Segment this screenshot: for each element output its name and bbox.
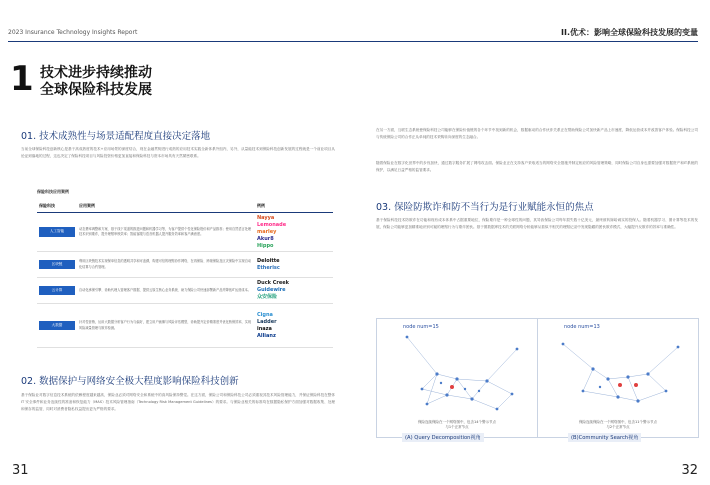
graph-b-footer: (B)Community Search视角 bbox=[568, 433, 641, 442]
area-badge: 区块链 bbox=[39, 260, 75, 269]
row-area bbox=[37, 278, 77, 304]
section-title-line1: 技术进步持续推动 bbox=[40, 65, 152, 81]
row-area bbox=[37, 213, 77, 252]
table-title: 保险科技应用案例 bbox=[37, 189, 69, 194]
company-logo: Cigna bbox=[257, 311, 273, 318]
chapter-title: II.优术：影响全球保险科技发展的变量 bbox=[561, 28, 698, 37]
paragraph-right-second-text: 随着保险业在数字化世界中的步伐加快，通过数字服务扩展了网络攻击面。保险业正在支持客户采取适当的网络安全措施并制定相应的风险管理策略，同时保险公司自身也需要加强对数据资产和IT系统的保护，以满足日益严格的监管要求。 bbox=[376, 161, 698, 173]
header-divider bbox=[8, 41, 698, 42]
row-logos bbox=[255, 213, 333, 252]
heading-03: 03. 保险防欺诈和防不当行为是行业赋能永恒的焦点 bbox=[376, 202, 594, 213]
table-row bbox=[37, 304, 333, 348]
paragraph-03 bbox=[376, 217, 698, 231]
row-logos bbox=[255, 278, 333, 304]
case-table bbox=[37, 200, 333, 348]
graph-b-label: node num=13 bbox=[564, 324, 600, 330]
row-logos bbox=[255, 304, 333, 348]
col-header-cases: 应用案例 bbox=[77, 200, 255, 213]
row-cases: 自动化承保引擎、协助代理人管理客户数据、提供云原生核心业务系统、助力保险公司快速部署新产品并降低IT运营成本。 bbox=[77, 278, 255, 304]
page-number-right: 32 bbox=[681, 463, 698, 478]
table-row bbox=[37, 252, 333, 278]
area-badge: 大数据 bbox=[39, 321, 75, 330]
paragraph-03-text: 基于保险科技技术防欺诈在功能和现有成本体系中占据重要地位，保险欺诈是一种全球性的问题，其导致保险公司每年损失数十亿美元，最终被转嫁给诚实的投保人。随着机器学习、图计算等技术的发展，保险公司能够更加精准地识别可疑的理赔行为与欺诈团伙。基于图数据库技术的关联网络分析能够从看似不相关的理赔记录中发现隐藏的团伙欺诈模式，大幅提升反欺诈的效率与准确性。 bbox=[376, 218, 698, 230]
paragraph-right-second bbox=[376, 160, 698, 174]
company-logo: Allianz bbox=[257, 332, 276, 339]
company-logo: Nayya bbox=[257, 214, 275, 221]
section-number: 1 bbox=[10, 59, 34, 99]
report-title: 2023 Insurance Technology Insights Report bbox=[8, 29, 138, 36]
paragraph-01 bbox=[21, 146, 335, 160]
row-cases: 利用区块链技术实现保单信息的透明共享和可追溯，构建可信的理赔协作网络，在再保险、跨境保险及巨灾保险中实现自动化结算与合约管理。 bbox=[77, 252, 255, 278]
company-logo: Lemonade bbox=[257, 221, 287, 228]
heading-02: 02. 数据保护与网络安全极大程度影响保险科技创新 bbox=[21, 376, 239, 387]
row-cases: 针对性营销，运用大数据分析客户行为与偏好，建立用户画像与风险评估模型，协助提升定价精准度并优化核保效率，实现风险减量管理与欺诈检测。 bbox=[77, 304, 255, 348]
company-logo: Akur8 bbox=[257, 235, 274, 242]
area-badge: 人工智能 bbox=[39, 227, 75, 236]
row-logos bbox=[255, 252, 333, 278]
paragraph-02 bbox=[21, 392, 335, 414]
graph-a-caption: 保险连续保险在一个网络图中，包含14个警示节点与1个正常节点 bbox=[418, 420, 496, 429]
paragraph-02-text: 基于保险业对数字信息技术系统的依赖程度越来越高，保险业必须对网络安全和系统中的高风险保持警觉。在这方面，保险公司和保险科技公司必须重视其技术风险管理能力，并保证保险科技在整体IT 安全事件和业务连续性的准备和恢复能力（MAS）技术风险管理指南（Technology Risk Management Guidelines）的要求。与保险业相关的标准均在数据隐私保护方面加强对数据收集、处理和保存的监管，同时对消费者隐私权益提出更为严格的要求。 bbox=[21, 393, 335, 412]
page-number-left: 31 bbox=[12, 463, 29, 478]
company-logo: 众安保险 bbox=[257, 294, 278, 300]
graph-a-footer: (A) Query Decomposition视角 bbox=[402, 433, 484, 442]
section-title-line2: 全球保险科技发展 bbox=[40, 82, 152, 98]
row-area bbox=[37, 252, 77, 278]
area-badge: 云计算 bbox=[39, 286, 75, 295]
row-area bbox=[37, 304, 77, 348]
graph-panel-a bbox=[376, 318, 538, 438]
heading-01: 01. 技术成熟性与场景适配程度直接决定落地 bbox=[21, 131, 211, 142]
company-logo: Etherisc bbox=[257, 264, 280, 271]
company-logo: inaza bbox=[257, 325, 272, 332]
paragraph-right-top bbox=[376, 127, 698, 141]
table-row bbox=[37, 213, 333, 252]
paragraph-01-text: 当前全球保险科技创新核心是基于高成熟度的技术+应用场景的深度结合，现在金融贯彻进行成熟的应用技术实践全新体系外组内，另外，从量能技术到保险科技创新发展的过程就是一个前业项目从论证到落地的过程，这也决定了保险科技项目与风险投资价格更加直接和保险科技与资本市场具有天然紧密联系。 bbox=[21, 147, 335, 159]
company-logo: Deloitte bbox=[257, 257, 280, 264]
graph-b-caption: 保险连续保险在一个网络图中，包含11个警示节点与2个正常节点 bbox=[579, 420, 657, 429]
paragraph-right-top-text: 在另一方面，互联生态系统使保险科技公司能够在保险价值链的各个环节中找到新的机会，数据驱动的合作伙伴关系正在帮助保险公司加快新产品上市速度，降低运营成本并改善客户体验。保险科技公司与传统保险公司的合作正从单纯的技术采购转向深度的生态融合。 bbox=[376, 128, 698, 140]
company-logo: marley bbox=[257, 228, 277, 235]
company-logo: Ladder bbox=[257, 318, 277, 325]
col-header-area: 保险科技 bbox=[37, 200, 77, 213]
col-header-logos: 例例 bbox=[255, 200, 333, 213]
row-cases: 动态费率调整和方案、基于线下渠道的推进问题和机器学习等，为客户提供个性化保险报价和产品推荐；使用自然语言处理技术识别欺诈，提升理赔审核效率；智能客服与语音机器人提升服务效率和客户满意度。 bbox=[77, 213, 255, 252]
company-logo: Hippo bbox=[257, 242, 274, 249]
company-logo: Duck Creek bbox=[257, 280, 289, 286]
graph-panel-b bbox=[537, 318, 699, 438]
graph-a-label: node num=15 bbox=[403, 324, 439, 330]
table-row bbox=[37, 278, 333, 304]
company-logo: Guidewire bbox=[257, 287, 286, 293]
